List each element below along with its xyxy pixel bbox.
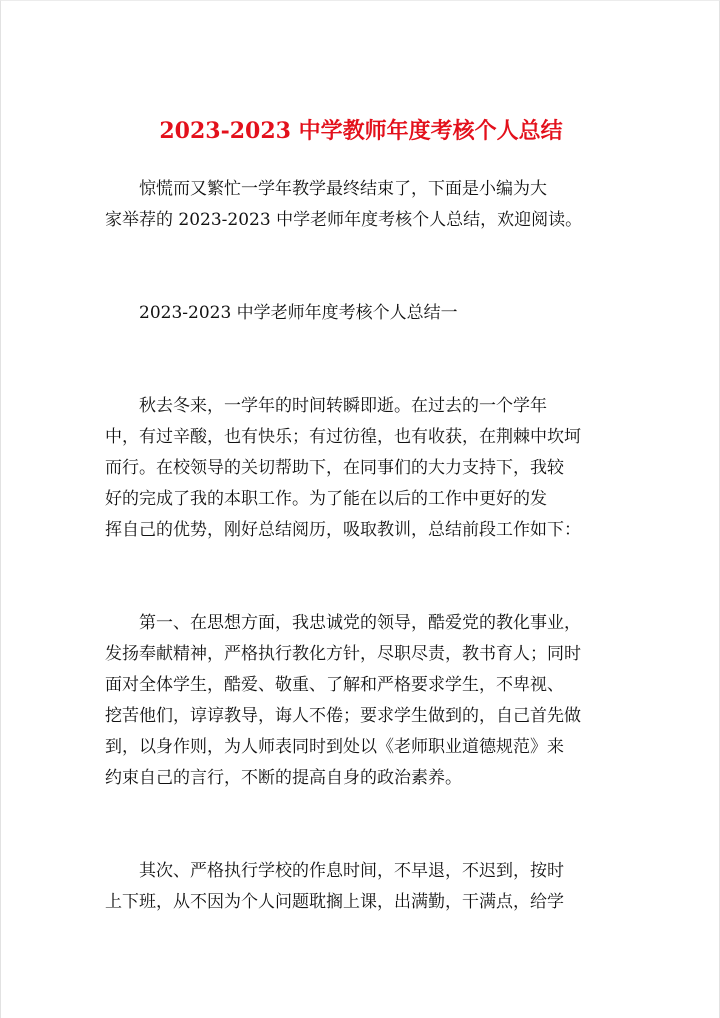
paragraph-line: 面对全体学生，酷爱、敬重、了解和严格要求学生，不卑视、 — [105, 675, 564, 695]
document-title: 2023-2023 中学教师年度考核个人总结 — [159, 118, 563, 144]
paragraph-line: 挥自己的优势，刚好总结阅历，吸取教训，总结前段工作如下： — [105, 520, 581, 540]
paragraph-line: 上下班，从不因为个人问题耽搁上课，出满勤，干满点，给学 — [105, 892, 564, 912]
paragraph-line: 家举荐的 2023-2023 中学老师年度考核个人总结，欢迎阅读。 — [105, 210, 583, 230]
paragraph-opening — [105, 391, 611, 546]
section-heading — [105, 298, 611, 329]
paragraph-intro — [105, 174, 611, 236]
paragraph-line: 约束自己的言行，不断的提高自身的政治素养。 — [105, 768, 462, 788]
section-heading-text: 2023-2023 中学老师年度考核个人总结一 — [139, 303, 458, 323]
paragraph-second-point — [105, 856, 611, 918]
paragraph-line: 到，以身作则，为人师表同时到处以《老师职业道德规范》来 — [105, 737, 564, 757]
paragraph-line: 中，有过辛酸，也有快乐；有过彷徨，也有收获，在荆棘中坎坷 — [105, 427, 581, 447]
document-body — [105, 174, 611, 918]
paragraph-line: 其次、严格执行学校的作息时间，不早退，不迟到，按时 — [139, 861, 564, 881]
paragraph-line: 秋去冬来，一学年的时间转瞬即逝。在过去的一个学年 — [139, 396, 547, 416]
paragraph-line: 发扬奉献精神，严格执行教化方针，尽职尽责，教书育人；同时 — [105, 644, 581, 664]
paragraph-line: 第一、在思想方面，我忠诚党的领导，酷爱党的教化事业， — [139, 613, 581, 633]
paragraph-line: 惊慌而又繁忙一学年教学最终结束了，下面是小编为大 — [139, 179, 547, 199]
paragraph-line: 挖苦他们，谆谆教导，诲人不倦；要求学生做到的，自己首先做 — [105, 706, 581, 726]
paragraph-line: 好的完成了我的本职工作。为了能在以后的工作中更好的发 — [105, 489, 547, 509]
paragraph-line: 而行。在校领导的关切帮助下，在同事们的大力支持下，我较 — [105, 458, 564, 478]
paragraph-first-point — [105, 608, 611, 794]
